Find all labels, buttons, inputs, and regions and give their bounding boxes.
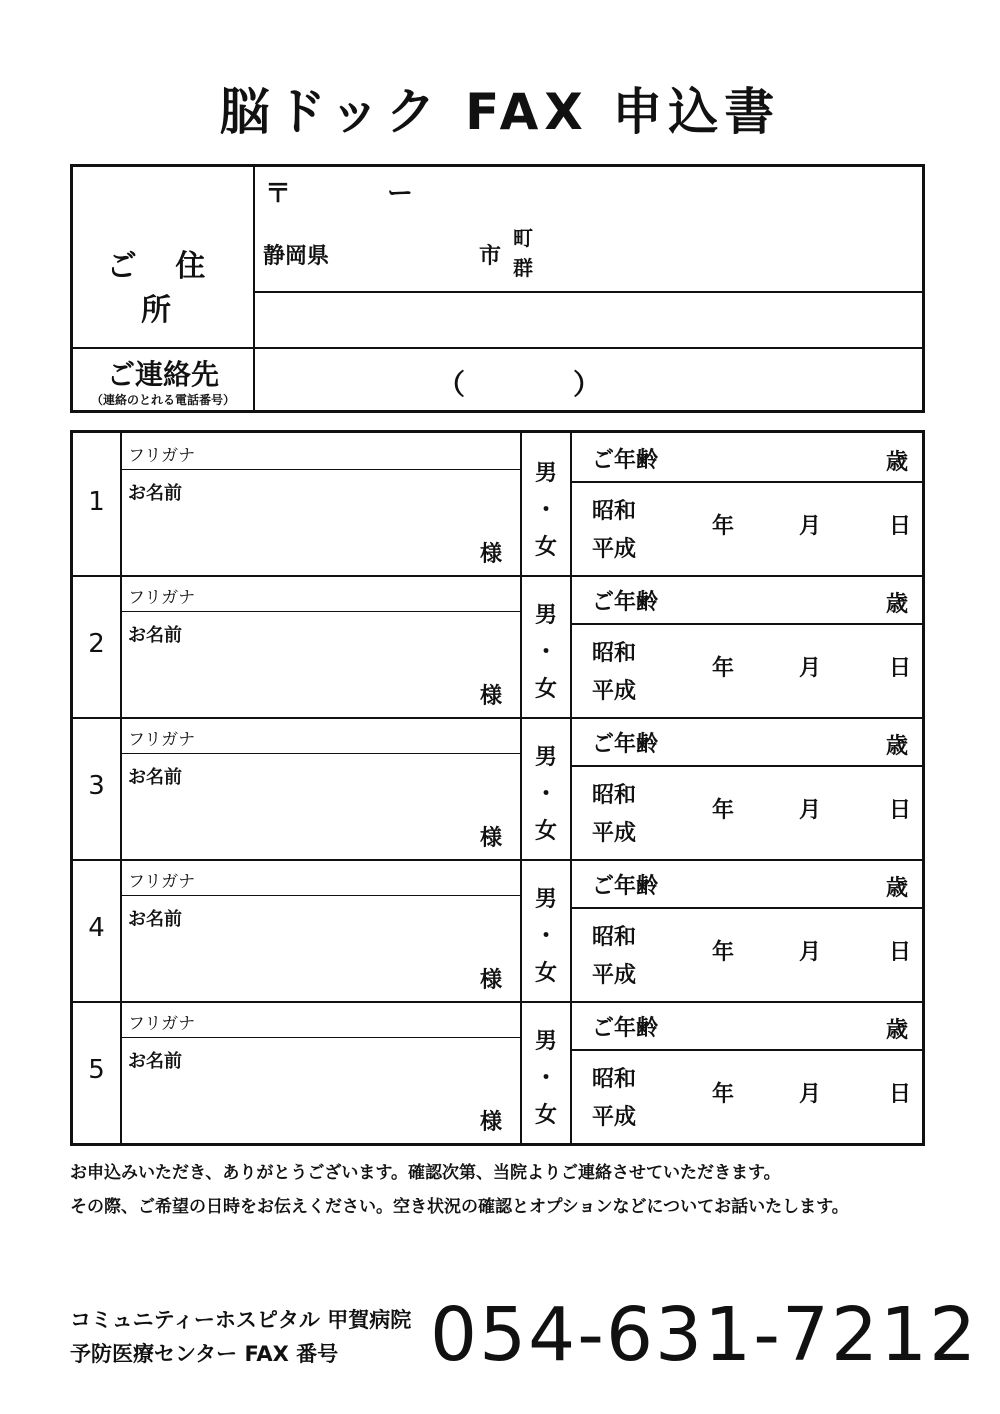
org-line: 予防医療センター FAX 番号 — [70, 1342, 339, 1366]
era-showa: 昭和 — [592, 641, 637, 666]
era-showa: 昭和 — [592, 499, 637, 524]
month-label: 月 — [799, 940, 822, 965]
age-unit: 歳 — [886, 592, 909, 617]
year-label: 年 — [712, 940, 735, 965]
divider — [570, 859, 572, 1001]
day-label: 日 — [889, 940, 912, 965]
age-label: ご年齢 — [592, 732, 659, 757]
day-label: 日 — [889, 514, 912, 539]
male-label: 男 — [534, 887, 557, 912]
age-unit: 歳 — [886, 450, 909, 475]
era-options — [592, 493, 636, 569]
furigana-label: フリガナ — [128, 588, 196, 608]
age-unit: 歳 — [886, 876, 909, 901]
divider — [122, 611, 520, 612]
prefecture-label: 静岡県 — [263, 244, 330, 269]
furigana-label: フリガナ — [128, 1014, 196, 1034]
year-label: 年 — [712, 514, 735, 539]
divider — [73, 575, 922, 577]
era-heisei: 平成 — [592, 963, 637, 988]
age-label: ご年齢 — [592, 1016, 659, 1041]
applicants-table — [70, 430, 925, 1146]
female-label: 女 — [534, 819, 557, 844]
applicant-number: 1 — [88, 487, 105, 517]
era-options — [592, 635, 636, 711]
year-label: 年 — [712, 656, 735, 681]
contact-sublabel: （連絡のとれる電話番号） — [90, 393, 235, 407]
furigana-label: フリガナ — [128, 872, 196, 892]
postal-mark: 〒 — [265, 179, 292, 209]
divider — [122, 469, 520, 470]
divider — [73, 1001, 922, 1003]
age-label: ご年齢 — [592, 590, 659, 615]
divider — [73, 859, 922, 861]
sex-options — [522, 455, 570, 566]
org-line: コミュニティーホスピタル 甲賀病院 — [70, 1308, 412, 1332]
divider — [570, 433, 572, 575]
name-label: お名前 — [128, 1051, 182, 1072]
divider — [120, 717, 122, 859]
divider — [572, 907, 922, 909]
age-unit: 歳 — [886, 734, 909, 759]
era-showa: 昭和 — [592, 1067, 637, 1092]
town-county-label — [513, 223, 533, 283]
name-label: お名前 — [128, 625, 182, 646]
divider — [120, 859, 122, 1001]
furigana-label: フリガナ — [128, 730, 196, 750]
honorific-label: 様 — [480, 542, 503, 567]
sex-options — [522, 739, 570, 850]
era-heisei: 平成 — [592, 1105, 637, 1130]
divider — [120, 1001, 122, 1143]
note-line: お申込みいただき、ありがとうございます。確認次第、当院よりご連絡させていただきます。 — [70, 1163, 781, 1183]
month-label: 月 — [799, 656, 822, 681]
month-label: 月 — [799, 1082, 822, 1107]
applicant-number: 5 — [88, 1055, 105, 1085]
applicant-number: 3 — [88, 771, 105, 801]
applicant-row — [73, 575, 922, 717]
name-label: お名前 — [128, 909, 182, 930]
divider — [572, 765, 922, 767]
separator-dot: ・ — [534, 1066, 557, 1091]
month-label: 月 — [799, 514, 822, 539]
separator-dot: ・ — [534, 640, 557, 665]
furigana-label: フリガナ — [128, 446, 196, 466]
divider — [122, 1037, 520, 1038]
postal-dash: ー — [387, 179, 414, 209]
divider — [572, 481, 922, 483]
age-label: ご年齢 — [592, 874, 659, 899]
footer-organization — [70, 1303, 411, 1371]
era-showa: 昭和 — [592, 783, 637, 808]
era-heisei: 平成 — [592, 537, 637, 562]
female-label: 女 — [534, 535, 557, 560]
year-label: 年 — [712, 798, 735, 823]
era-options — [592, 777, 636, 853]
county-label: 群 — [513, 256, 533, 280]
male-label: 男 — [534, 1029, 557, 1054]
divider — [572, 1049, 922, 1051]
day-label: 日 — [889, 656, 912, 681]
separator-dot: ・ — [534, 782, 557, 807]
applicant-number: 4 — [88, 913, 105, 943]
sex-options — [522, 1023, 570, 1134]
divider — [120, 433, 122, 575]
honorific-label: 様 — [480, 826, 503, 851]
applicant-number: 2 — [88, 629, 105, 659]
honorific-label: 様 — [480, 968, 503, 993]
separator-dot: ・ — [534, 498, 557, 523]
applicant-row — [73, 433, 922, 575]
city-label: 市 — [479, 244, 502, 269]
name-label: お名前 — [128, 767, 182, 788]
era-options — [592, 1061, 636, 1137]
applicant-row — [73, 717, 922, 859]
phone-paren-open: （ — [437, 368, 466, 401]
sex-options — [522, 597, 570, 708]
sex-options — [522, 881, 570, 992]
divider — [73, 717, 922, 719]
divider — [570, 717, 572, 859]
contact-label: ご連絡先 — [106, 358, 219, 391]
age-unit: 歳 — [886, 1018, 909, 1043]
male-label: 男 — [534, 745, 557, 770]
divider — [570, 1001, 572, 1143]
town-label: 町 — [513, 226, 533, 250]
honorific-label: 様 — [480, 1110, 503, 1135]
address-label: ご 住 所 — [106, 249, 220, 328]
female-label: 女 — [534, 961, 557, 986]
divider — [73, 347, 922, 349]
divider — [572, 623, 922, 625]
era-heisei: 平成 — [592, 821, 637, 846]
note-line: その際、ご希望の日時をお伝えください。空き状況の確認とオプションなどについてお話いたします。 — [70, 1197, 849, 1217]
honorific-label: 様 — [480, 684, 503, 709]
phone-paren-close: ） — [573, 368, 602, 401]
divider — [122, 895, 520, 896]
era-heisei: 平成 — [592, 679, 637, 704]
female-label: 女 — [534, 677, 557, 702]
name-label: お名前 — [128, 483, 182, 504]
applicant-row — [73, 859, 922, 1001]
male-label: 男 — [534, 603, 557, 628]
divider — [570, 575, 572, 717]
year-label: 年 — [712, 1082, 735, 1107]
address-box — [70, 164, 925, 413]
day-label: 日 — [889, 798, 912, 823]
divider — [253, 167, 255, 410]
divider — [255, 291, 922, 293]
age-label: ご年齢 — [592, 448, 659, 473]
era-options — [592, 919, 636, 995]
applicant-row — [73, 1001, 922, 1143]
divider — [120, 575, 122, 717]
page-title: 脳ドック FAX 申込書 — [219, 83, 781, 141]
separator-dot: ・ — [534, 924, 557, 949]
female-label: 女 — [534, 1103, 557, 1128]
divider — [122, 753, 520, 754]
male-label: 男 — [534, 461, 557, 486]
fax-number: 054-631-7212 — [430, 1292, 979, 1378]
era-showa: 昭和 — [592, 925, 637, 950]
day-label: 日 — [889, 1082, 912, 1107]
month-label: 月 — [799, 798, 822, 823]
